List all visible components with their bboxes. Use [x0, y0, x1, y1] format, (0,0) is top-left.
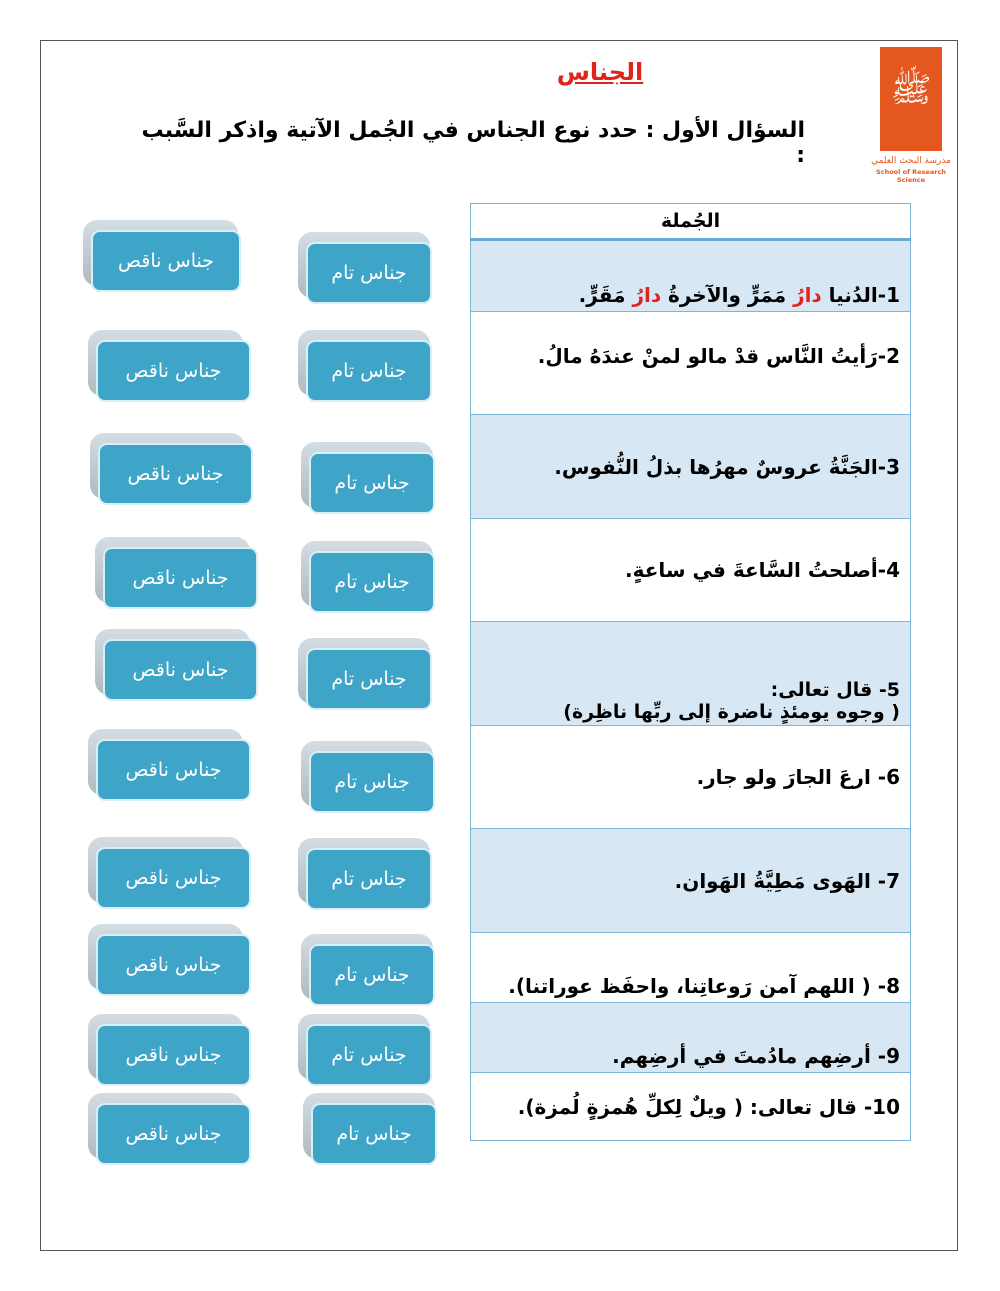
- sentence-5-verse: ( وجوه يومئذٍ ناضرة إلى ربِّها ناظِرة): [563, 701, 900, 723]
- option-tam-7[interactable]: [298, 838, 436, 912]
- option-naqis-label[interactable]: جناس ناقص: [96, 934, 251, 996]
- option-tam-label[interactable]: جناس تام: [311, 1103, 437, 1165]
- option-naqis-label[interactable]: جناس ناقص: [91, 230, 241, 292]
- sentence-row-5: [471, 622, 911, 726]
- option-naqis-label[interactable]: جناس ناقص: [96, 1103, 251, 1165]
- sentence-1-part: 1-الدُنيا: [821, 283, 900, 307]
- option-tam-6[interactable]: [301, 741, 439, 815]
- sentence-1-part: مَمَرٍّ والآخرةُ: [661, 283, 794, 307]
- sentence-2-text: 2-رَأيتُ النَّاس قدْ مالو لمنْ عندَهُ مالُ.: [537, 344, 900, 368]
- sentence-4-text: 4-أصلحتُ السَّاعةَ في ساعةٍ.: [625, 558, 900, 582]
- option-naqis-label[interactable]: جناس ناقص: [103, 547, 258, 609]
- table-header: الجُملة: [471, 204, 911, 240]
- sentence-9-text: 9- أرضِهم مادُمتَ في أرضِهم.: [612, 1044, 900, 1068]
- option-tam-4[interactable]: [301, 541, 439, 615]
- sentence-row-7: [471, 829, 911, 933]
- sentence-5-text: 5- قال تعالى:: [770, 679, 900, 701]
- sentence-row-6: [471, 726, 911, 829]
- option-naqis-7[interactable]: [88, 837, 236, 911]
- option-tam-label[interactable]: جناس تام: [309, 452, 435, 514]
- sentence-row-4: [471, 519, 911, 622]
- logo-calligraphy-icon: ﷺ: [890, 70, 932, 110]
- option-naqis-label[interactable]: جناس ناقص: [98, 443, 253, 505]
- option-tam-label[interactable]: جناس تام: [306, 848, 432, 910]
- sentence-3-text: 3-الجَنَّةُ عروسٌ مهرُها بذلُ النُّفوس.: [554, 454, 900, 479]
- sentence-6-text: 6- ارعَ الجارَ ولو جار.: [696, 765, 900, 789]
- option-naqis-2[interactable]: [88, 330, 236, 404]
- option-naqis-label[interactable]: جناس ناقص: [96, 739, 251, 801]
- option-naqis-4[interactable]: [95, 537, 243, 611]
- option-naqis-5[interactable]: [95, 629, 243, 703]
- option-tam-8[interactable]: [301, 934, 439, 1008]
- sentence-1-highlight-1: دارُ: [793, 283, 822, 307]
- sentence-1-highlight-2: دارُ: [632, 283, 662, 307]
- sentence-8-text: 8- ( اللهم آمن رَوعاتِنا، واحفَظ عوراتنا).: [508, 974, 900, 998]
- sentence-7-text: 7- الهَوى مَطِيَّةُ الهَوان.: [674, 868, 900, 893]
- option-naqis-8[interactable]: [88, 924, 236, 998]
- option-naqis-6[interactable]: [88, 729, 236, 803]
- sentence-10-text: 10- قال تعالى: ( ويلٌ لِكلِّ هُمزةٍ لُمزة).: [517, 1094, 900, 1119]
- sentence-row-2: [471, 312, 911, 415]
- question-text: السؤال الأول : حدد نوع الجناس في الجُمل الآتية واذكر السَّبب :: [141, 118, 805, 168]
- option-tam-label[interactable]: جناس تام: [306, 340, 432, 402]
- option-tam-label[interactable]: جناس تام: [306, 242, 432, 304]
- option-naqis-1[interactable]: [83, 220, 231, 294]
- option-tam-label[interactable]: جناس تام: [306, 648, 432, 710]
- option-naqis-10[interactable]: [88, 1093, 236, 1167]
- option-tam-1[interactable]: [298, 232, 436, 306]
- sentence-row-3: [471, 415, 911, 519]
- logo-name-arabic: مدرسة البحث العلمي: [871, 156, 951, 166]
- sentence-row-10: [471, 1073, 911, 1141]
- option-tam-label[interactable]: جناس تام: [306, 1024, 432, 1086]
- option-tam-label[interactable]: جناس تام: [309, 751, 435, 813]
- sentence-1-part: مَقَرٍّ.: [578, 283, 633, 307]
- option-naqis-label[interactable]: جناس ناقص: [96, 1024, 251, 1086]
- option-tam-10[interactable]: [303, 1093, 441, 1167]
- sentences-table: [470, 203, 911, 1141]
- option-naqis-3[interactable]: [90, 433, 238, 507]
- option-tam-label[interactable]: جناس تام: [309, 551, 435, 613]
- sentence-row-1: [471, 240, 911, 312]
- option-naqis-label[interactable]: جناس ناقص: [103, 639, 258, 701]
- page-title: الجناس: [556, 58, 644, 86]
- option-tam-9[interactable]: [298, 1014, 436, 1088]
- option-tam-3[interactable]: [301, 442, 439, 516]
- option-naqis-label[interactable]: جناس ناقص: [96, 340, 251, 402]
- sentence-row-8: [471, 933, 911, 1003]
- option-tam-2[interactable]: [298, 330, 436, 404]
- option-naqis-label[interactable]: جناس ناقص: [96, 847, 251, 909]
- sentence-row-9: [471, 1003, 911, 1073]
- logo-name-english: School of Research Science: [876, 168, 946, 184]
- school-logo: [880, 47, 942, 151]
- option-tam-5[interactable]: [298, 638, 436, 712]
- option-tam-label[interactable]: جناس تام: [309, 944, 435, 1006]
- option-naqis-9[interactable]: [88, 1014, 236, 1088]
